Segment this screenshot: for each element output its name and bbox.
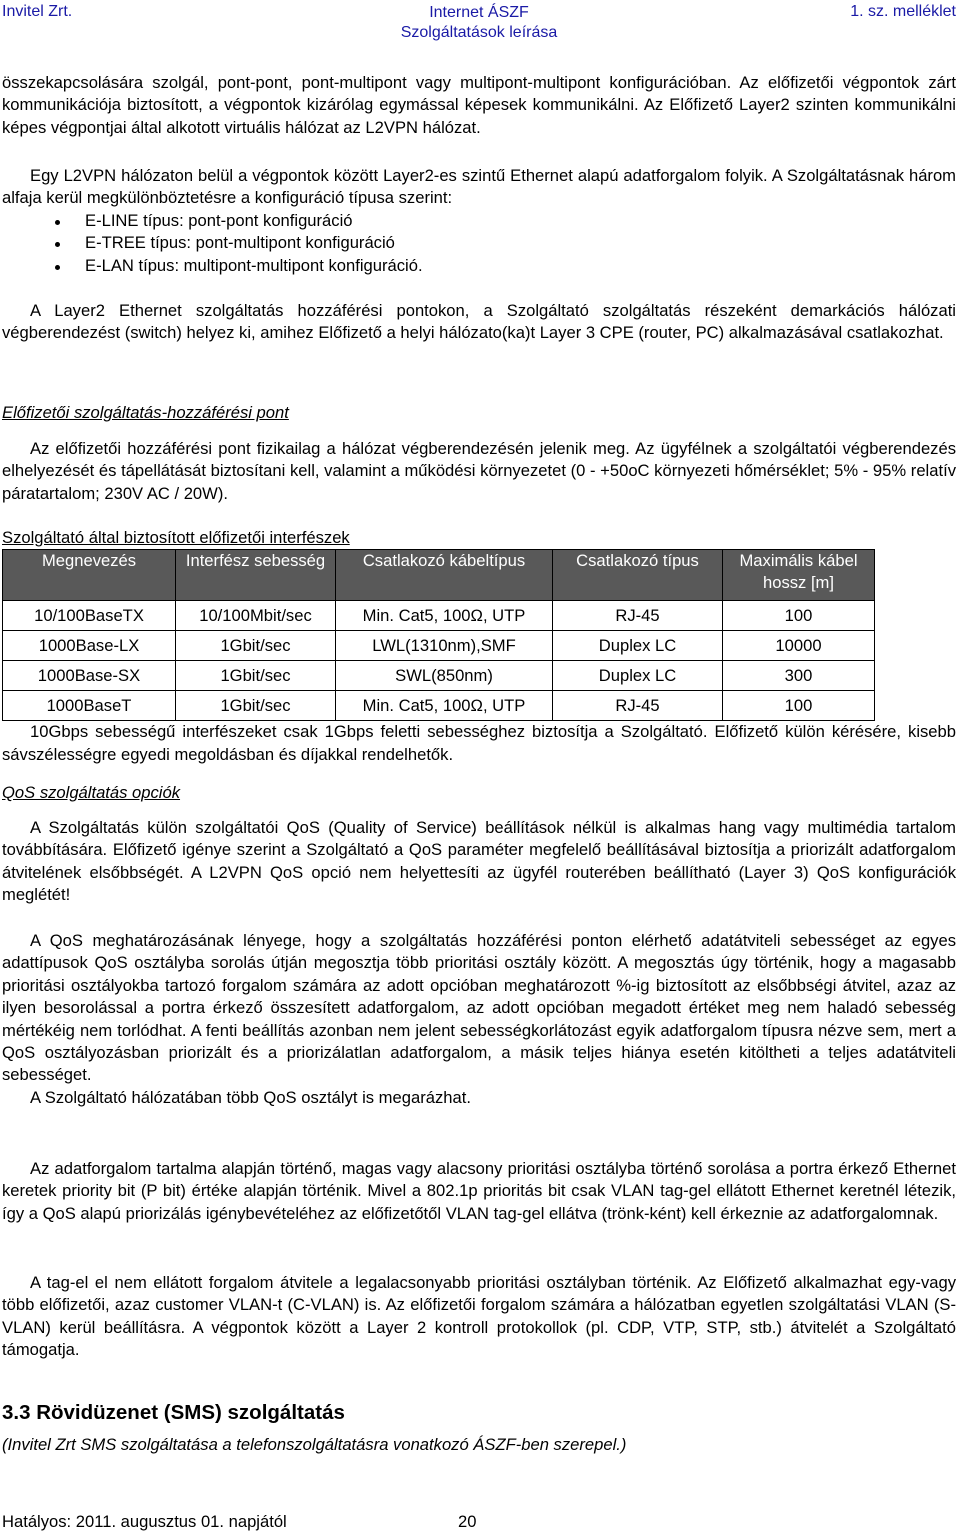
qos-paragraph-5: A tag-el el nem ellátott forgalom átvitele a legalacsonyabb prioritási osztályban történik. Az Előfizető alkalmazhat egy-vagy több előfizetői, azaz customer VLAN-t (C-VLAN) is. Az előfizetői forgalom számára a hálózatban egyetlen szolgáltatási VLAN (S-VLAN) kerül beállításra. A végpontok között a Layer 2 kontroll protokollok (pl. CDP, VTP, STP, stb.) átvitelét a Szolgáltató támogatja. xyxy=(2,1273,956,1360)
intro-paragraph-1: összekapcsolására szolgál, pont-pont, pont-multipont vagy multipont-multipont konfigurációban. Az előfizetői végpontok zárt kommunikációja biztosított, a végpontok kizárólag egymással képesek kommunikálni. Az Előfizető Layer2 szinten kommunikálni képes végpontjai által alkotott virtuális hálózat az L2VPN hálózat. xyxy=(2,73,956,137)
table-cell: 1000BaseT xyxy=(3,691,176,721)
l2vpn-types-section xyxy=(2,165,956,277)
sms-note: (Invitel Zrt SMS szolgáltatása a telefonszolgáltatásra vonatkozó ÁSZF-ben szerepel.) xyxy=(2,1435,627,1454)
interface-table-section xyxy=(2,527,956,766)
list-item: E-TREE típus: pont-multipont konfiguráció xyxy=(2,232,956,254)
access-point-heading: Előfizetői szolgáltatás-hozzáférési pont xyxy=(2,403,289,422)
table-header-row xyxy=(3,550,875,601)
table-cell: 10000 xyxy=(723,631,875,661)
layer2-access-section xyxy=(2,300,956,345)
table-cell: Min. Cat5, 100Ω, UTP xyxy=(336,691,553,721)
qos-paragraph-3: A Szolgáltató hálózatában több QoS osztályt is megarázhat. xyxy=(30,1087,471,1107)
qos-paragraph-1: A Szolgáltatás külön szolgáltatói QoS (Quality of Service) beállítások nélkül is alkalmas hang vagy multimédia tartalom továbbítására. Előfizető igénye szerint a Szolgáltató a QoS paraméter megfelelő beállításával biztosítja a priorizált adatforgalom átvitelének elsőbbségét. A L2VPN QoS opció nem helyettesíti az ügyfél routerében beállítható (Layer 3) QoS konfigurációk meglétét! xyxy=(2,818,956,905)
table-cell: SWL(850nm) xyxy=(336,661,553,691)
table-cell: 1000Base-SX xyxy=(3,661,176,691)
table-cell: Duplex LC xyxy=(553,661,723,691)
table-cell: Duplex LC xyxy=(553,631,723,661)
qos-paragraph-4: Az adatforgalom tartalma alapján történő, magas vagy alacsony prioritási osztályba történő sorolása a portra érkező Ethernet keretek priority bit (P bit) értéke alapján történik. Mivel a 802.1p prioritás bit csak VLAN tag-gel ellátott Ethernet keretnél létezik, így a QoS alapú priorizálás igénybevételéhez az előfizetőtől VLAN tag-gel ellátva (trönk-ként) kell érkeznie az adatforgalomnak. xyxy=(2,1159,956,1223)
table-note: 10Gbps sebességű interfészeket csak 1Gbps feletti sebességhez biztosítja a Szolgáltató. Előfizető külön kérésére, kisebb sávszélességre egyedi megoldásban és díjakkal rendelhetők. xyxy=(2,722,956,764)
table-cell: 300 xyxy=(723,661,875,691)
footer-effective-date: Hatályos: 2011. augusztus 01. napjától xyxy=(2,1512,287,1531)
qos-section-2 xyxy=(2,930,956,1109)
table-cell: 10/100BaseTX xyxy=(3,601,176,631)
table-cell: 1000Base-LX xyxy=(3,631,176,661)
intro-section xyxy=(2,72,956,139)
table-cell: 1Gbit/sec xyxy=(176,691,336,721)
config-type-list xyxy=(2,210,956,277)
interface-table xyxy=(2,549,875,721)
header-annex: 1. sz. melléklet xyxy=(850,3,956,20)
table-cell: LWL(1310nm),SMF xyxy=(336,631,553,661)
table-cell: Min. Cat5, 100Ω, UTP xyxy=(336,601,553,631)
table-cell: 10/100Mbit/sec xyxy=(176,601,336,631)
intro-paragraph-3: A Layer2 Ethernet szolgáltatás hozzáférési pontokon, a Szolgáltató szolgáltatás részeként demarkációs hálózati végberendezést (switch) helyez ki, amihez Előfizető a helyi hálózato(ka)t Layer 3 CPE (router, PC) alkalmazásával csatlakozhat. xyxy=(2,301,956,343)
table-cell: RJ-45 xyxy=(553,691,723,721)
sms-section xyxy=(2,1400,956,1456)
table-cell: 100 xyxy=(723,691,875,721)
table-row xyxy=(3,631,875,661)
section-title: 3.3 Rövidüzenet (SMS) szolgáltatás xyxy=(2,1401,345,1424)
header-title-line1: Internet ÁSZF xyxy=(429,4,529,21)
column-header: Megnevezés xyxy=(3,550,176,601)
page-header xyxy=(2,3,956,47)
table-cell: 1Gbit/sec xyxy=(176,631,336,661)
header-title-line2: Szolgáltatások leírása xyxy=(400,24,558,41)
column-header: Interfész sebesség xyxy=(176,550,336,601)
qos-heading: QoS szolgáltatás opciók xyxy=(2,783,181,802)
header-company: Invitel Zrt. xyxy=(2,3,73,20)
access-point-paragraph: Az előfizetői hozzáférési pont fizikailag a hálózat végberendezésén jelenik meg. Az ügyfélnek a szolgáltatói végberendezés elhelyezését és tápellátását biztosítani kell, valamint a működési környezetet (0 - +50oC környezeti hőmérséklet; 5% - 95% relatív páratartalom; 230V AC / 20W). xyxy=(2,439,956,503)
intro-paragraph-2: Egy L2VPN hálózaton belül a végpontok között Layer2-es szintű Ethernet alapú adatforgalom folyik. A Szolgáltatásnak három alfaja kerül megkülönböztetésre a konfiguráció típusa szerint: xyxy=(2,166,956,208)
page-footer xyxy=(2,1512,956,1532)
qos-paragraph-2: A QoS meghatározásának lényege, hogy a szolgáltatás hozzáférési ponton elérhető adatátviteli sebességet az egyes adattípusok QoS osztályba sorolás útján megosztja több prioritási osztály között. A megosztás úgy történik, hogy a magasabb prioritási osztályokba tartozó forgalom számára az adott opcióban meghatározott %-ig biztosított az elsőbbségi átvitel, azaz az ilyen besorolással a portra érkező összesített adatforgalom, az adott opcióban megadott értéket meg nem haladó sebesség mértékéig nem torlódhat. A fenti beállítás azonban nem jelent sebességkorlátozást egyik adatforgalom típusra nézve sem, mert a QoS osztályozásban priorizált és a priorizálatlan adatforgalom, a másik teljes hiánya esetén kitöltheti a teljes adatátviteli sebességet. xyxy=(2,931,956,1085)
table-row xyxy=(3,691,875,721)
access-point-heading-wrap xyxy=(2,402,956,424)
table-cell: 100 xyxy=(723,601,875,631)
page-number: 20 xyxy=(458,1512,477,1531)
column-header: Csatlakozó típus xyxy=(553,550,723,601)
qos-heading-wrap xyxy=(2,782,956,804)
table-cell: 1Gbit/sec xyxy=(176,661,336,691)
table-caption: Szolgáltató által biztosított előfizetői interfészek xyxy=(2,528,350,547)
table-cell: RJ-45 xyxy=(553,601,723,631)
header-title xyxy=(2,3,956,43)
column-header: Csatlakozó kábeltípus xyxy=(336,550,553,601)
access-point-section xyxy=(2,438,956,505)
qos-section-1 xyxy=(2,817,956,907)
column-header: Maximális kábel hossz [m] xyxy=(723,550,875,601)
list-item: E-LAN típus: multipont-multipont konfiguráció. xyxy=(2,255,956,277)
table-row xyxy=(3,601,875,631)
qos-section-3 xyxy=(2,1158,956,1225)
qos-section-4 xyxy=(2,1272,956,1362)
table-row xyxy=(3,661,875,691)
list-item: E-LINE típus: pont-pont konfiguráció xyxy=(2,210,956,232)
